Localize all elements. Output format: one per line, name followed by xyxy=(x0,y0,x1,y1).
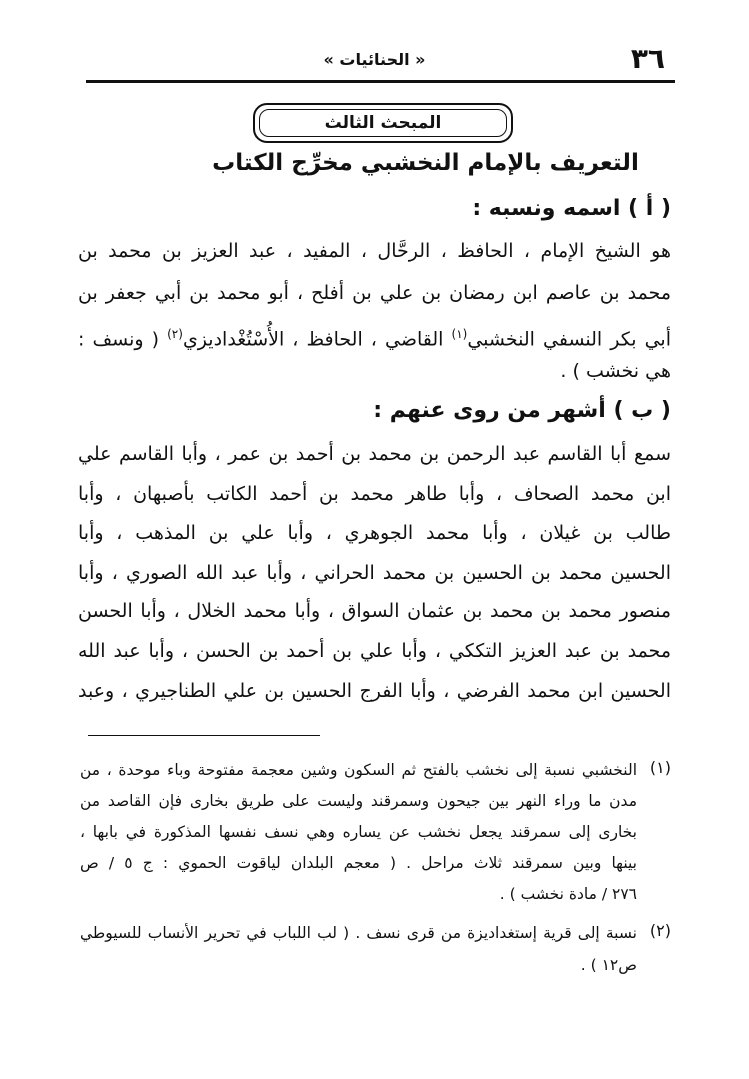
body-line: محمد بن عبد العزيز التككي ، وأبا علي بن أحمد بن الحسن ، وأبا عبد الله xyxy=(78,640,671,662)
page-number: ٣٦ xyxy=(630,42,665,75)
body-line: سمع أبا القاسم عبد الرحمن بن محمد بن أحمد بن عمر ، وأبا القاسم علي xyxy=(78,443,671,465)
footnote-ref: (١) xyxy=(451,327,468,341)
body-text: أبي بكر النسفي النخشبي xyxy=(467,328,671,351)
body-line: الحسين ابن محمد الفرضي ، وأبا الفرج الحسين بن علي الطناجيري ، وعبد xyxy=(78,680,671,702)
footnote-marker: (١) xyxy=(649,758,671,777)
running-header xyxy=(78,40,671,80)
footnote-line: النخشبي نسبة إلى نخشب بالفتح ثم السكون وشين معجمة مفتوحة وباء موحدة ، من xyxy=(80,761,637,779)
body-line: طالب بن غيلان ، وأبا محمد الجوهري ، وأبا علي بن المذهب ، وأبا xyxy=(78,522,671,544)
subheading-name-lineage: ( أ ) اسمه ونسبه : xyxy=(472,196,671,221)
body-line: محمد بن عاصم ابن رمضان بن علي بن أفلح ، أبو محمد بن أبي جعفر بن xyxy=(78,282,671,304)
body-line: ابن محمد الصحاف ، وأبا طاهر محمد بن أحمد الكاتب بأصبهان ، وأبا xyxy=(78,483,671,505)
footnote-line: مدن ما وراء النهر بين جيحون وسمرقند وليست على طريق بخارى فإن القاصد من xyxy=(80,792,637,810)
footnote-line: ص١٢ ) . xyxy=(580,956,637,974)
footnote-line: نسبة إلى قرية إستغداديزة من قرى نسف . ( لب اللباب في تحرير الأنساب للسيوطي xyxy=(80,924,637,942)
footnote-line: بخارى إلى سمرقند يجعل نخشب عن يساره وهي نسف نفسها المذكورة في بابها ، xyxy=(80,823,637,841)
footnote-ref: (٢) xyxy=(167,327,183,341)
footnote-marker: (٢) xyxy=(649,921,671,940)
footnote-line: ٢٧٦ / مادة نخشب ) . xyxy=(499,885,637,903)
header-rule xyxy=(86,80,675,83)
body-line xyxy=(78,319,671,354)
footnote-rule xyxy=(88,735,320,736)
running-title: « الحنائيات » xyxy=(323,50,426,69)
body-line: الحسين محمد بن الحسين بن محمد الحراني ، وأبا عبد الله الصوري ، وأبا xyxy=(78,562,671,584)
subheading-teachers: ( ب ) أشهر من روى عنهم : xyxy=(373,398,671,423)
body-text: القاضي ، الحافظ ، الأُسْتُغْداديزي xyxy=(182,328,452,351)
body-line: هي نخشب ) . xyxy=(560,360,671,382)
section-label-box xyxy=(253,103,513,143)
section-label: المبحث الثالث xyxy=(324,113,442,133)
body-line: منصور محمد بن محمد بن عثمان السواق ، وأبا محمد الخلال ، وأبا الحسن xyxy=(78,600,671,622)
chapter-title: التعريف بالإمام النخشبي مخرِّج الكتاب xyxy=(212,150,639,176)
body-text: ( ونسف : xyxy=(78,328,160,351)
footnote-line: بينها وبين سمرقند ثلاث مراحل . ( معجم البلدان لياقوت الحموي : ج ٥ / ص xyxy=(80,854,637,872)
body-line: هو الشيخ الإمام ، الحافظ ، الرحَّال ، المفيد ، عبد العزيز بن محمد بن xyxy=(78,240,671,262)
